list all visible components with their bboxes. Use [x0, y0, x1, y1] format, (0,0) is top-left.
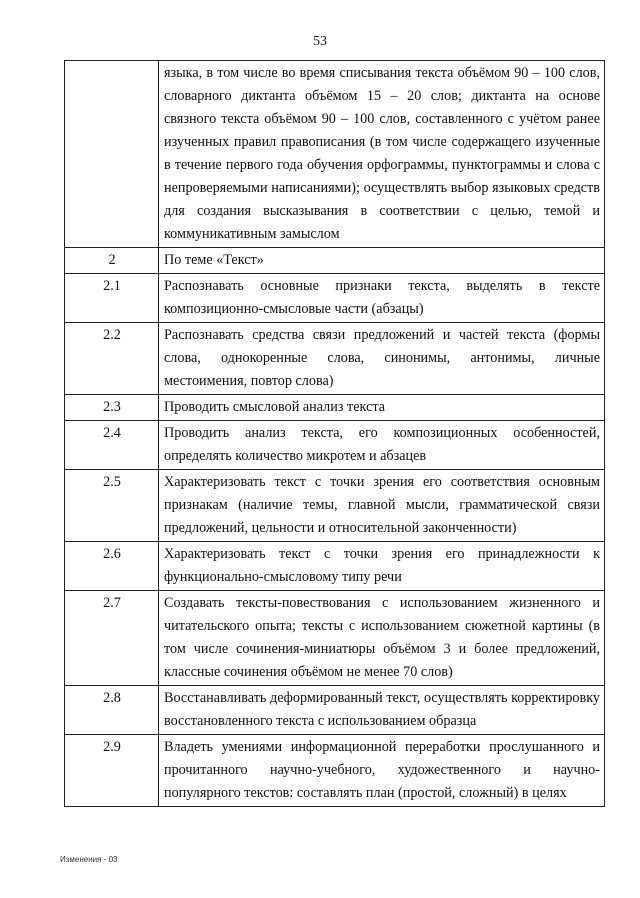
- footer-revision-note: Изменения - 03: [60, 855, 118, 864]
- table-row: [65, 323, 605, 395]
- row-number: 2.3: [65, 395, 159, 421]
- row-text: Восстанавливать деформированный текст, осуществлять корректировку восстановленного текста с использованием образца: [159, 686, 605, 735]
- table-row: [65, 274, 605, 323]
- row-text: Распознавать основные признаки текста, выделять в тексте композиционно-смысловые части (абзацы): [159, 274, 605, 323]
- row-text: Проводить смысловой анализ текста: [159, 395, 605, 421]
- table-row: [65, 542, 605, 591]
- table-row: [65, 591, 605, 686]
- row-number: 2.9: [65, 735, 159, 807]
- page-number: 53: [313, 34, 327, 49]
- row-text: Владеть умениями информационной переработки прослушанного и прочитанного научно-учебного, художественного и научно-популярного текстов: составлять план (простой, сложный) в целях: [159, 735, 605, 807]
- table-row: [65, 735, 605, 807]
- row-text: Распознавать средства связи предложений и частей текста (формы слова, однокоренные слова, синонимы, антонимы, личные местоимения, повтор слова): [159, 323, 605, 395]
- row-number: 2.7: [65, 591, 159, 686]
- row-number: 2.5: [65, 470, 159, 542]
- row-text: Проводить анализ текста, его композиционных особенностей, определять количество микротем и абзацев: [159, 421, 605, 470]
- table-row: [65, 395, 605, 421]
- row-number: 2.2: [65, 323, 159, 395]
- row-number: [65, 61, 159, 248]
- row-number: 2.6: [65, 542, 159, 591]
- row-text: Характеризовать текст с точки зрения его соответствия основным признакам (наличие темы, главной мысли, грамматической связи предложений, цельности и относительной законченности): [159, 470, 605, 542]
- row-number: 2: [65, 248, 159, 274]
- row-text: языка, в том числе во время списывания текста объёмом 90 – 100 слов, словарного диктанта объёмом 15 – 20 слов; диктанта на основе связного текста объёмом 90 – 100 слов, составленного с учётом ранее изученных правил правописания (в том числе содержащего изученные в течение первого года обучения орфограммы, пунктограммы и слова с непроверяемыми написаниями); осуществлять выбор языковых средств для создания высказывания в соответствии с целью, темой и коммуникативным замыслом: [159, 61, 605, 248]
- table-row: [65, 686, 605, 735]
- row-number: 2.4: [65, 421, 159, 470]
- table-row: [65, 421, 605, 470]
- table-row: [65, 61, 605, 248]
- row-text: Создавать тексты-повествования с использованием жизненного и читательского опыта; тексты с использованием сюжетной картины (в том числе сочинения-миниатюры объёмом 3 и более предложений, классные сочинения объёмом не менее 70 слов): [159, 591, 605, 686]
- row-number: 2.8: [65, 686, 159, 735]
- requirements-table: [64, 60, 605, 807]
- row-number: 2.1: [65, 274, 159, 323]
- table-row: [65, 470, 605, 542]
- row-text: Характеризовать текст с точки зрения его принадлежности к функционально-смысловому типу речи: [159, 542, 605, 591]
- row-text: По теме «Текст»: [159, 248, 605, 274]
- table-row: [65, 248, 605, 274]
